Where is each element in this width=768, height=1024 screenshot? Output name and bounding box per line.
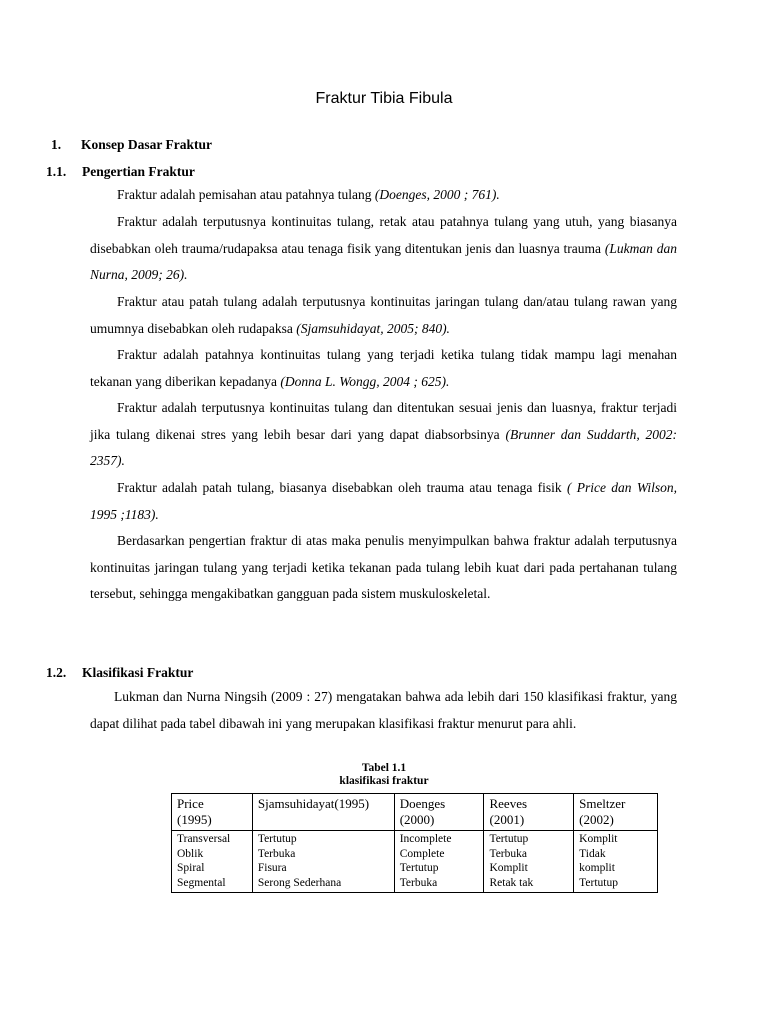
paragraph-2: Fraktur adalah terputusnya kontinuitas tulang, retak atau patahnya tulang yang utuh, yang biasanya disebabkan oleh trauma/rudapaksa atau tenaga fisik yang ditentukan jenis dan luasnya trauma (Lukman dan Nurna, 2009; 26).	[90, 214, 677, 283]
section-heading-1-1	[46, 164, 195, 180]
table-header-cell: Doenges (2000)	[394, 794, 484, 831]
paragraph-3: Fraktur atau patah tulang adalah terputusnya kontinuitas jaringan tulang dan/atau tulang rawan yang umumnya disebabkan oleh rudapaksa (Sjamsuhidayat, 2005; 840).	[90, 294, 677, 336]
paragraph-7: Berdasarkan pengertian fraktur di atas maka penulis menyimpulkan bahwa fraktur adalah terputusnya kontinuitas jaringan tulang yang terjadi ketika tekanan pada tulang lebih kuat dari pada pertahanan tulang tersebut, sehingga mengakibatkan gangguan pada sistem muskuloskeletal.	[90, 533, 677, 602]
klasifikasi-table	[171, 793, 658, 893]
table-cell: Tertutup Terbuka Komplit Retak tak	[484, 831, 574, 893]
table-cell: Incomplete Complete Tertutup Terbuka	[394, 831, 484, 893]
paragraph-5: Fraktur adalah terputusnya kontinuitas tulang dan ditentukan sesuai jenis dan luasnya, fraktur terjadi jika tulang dikenai stres yang lebih besar dari yang dapat diabsorbsinya (Brunner dan Suddarth, 2002: 2357).	[90, 400, 677, 469]
section-heading-1	[51, 137, 212, 153]
table-header-cell: Price (1995)	[172, 794, 253, 831]
table-cell: Tertutup Terbuka Fisura Serong Sederhana	[252, 831, 394, 893]
paragraph-6: Fraktur adalah patah tulang, biasanya disebabkan oleh trauma atau tenaga fisik ( Price dan Wilson, 1995 ;1183).	[90, 480, 677, 522]
paragraph-1: Fraktur adalah pemisahan atau patahnya tulang (Doenges, 2000 ; 761).	[117, 187, 500, 202]
table-row	[172, 831, 658, 893]
document-title: Fraktur Tibia Fibula	[315, 90, 453, 107]
paragraph-4: Fraktur adalah patahnya kontinuitas tulang yang terjadi ketika tulang tidak mampu lagi menahan tekanan yang diberikan kepadanya (Donna L. Wongg, 2004 ; 625).	[90, 347, 677, 389]
section-number: 1.1.	[46, 164, 67, 179]
section-title: Konsep Dasar Fraktur	[81, 137, 213, 152]
paragraph-klasifikasi: Lukman dan Nurna Ningsih (2009 : 27) mengatakan bahwa ada lebih dari 150 klasifikasi fraktur, yang dapat dilihat pada tabel dibawah ini yang merupakan klasifikasi fraktur menurut para ahli.	[90, 689, 677, 731]
table-header-cell: Smeltzer (2002)	[574, 794, 658, 831]
section-heading-1-2	[46, 665, 193, 681]
section-number: 1.	[51, 137, 62, 152]
table-header-cell: Reeves (2001)	[484, 794, 574, 831]
table-header-row	[172, 794, 658, 831]
table-cell: Komplit Tidak komplit Tertutup	[574, 831, 658, 893]
table-cell: Transversal Oblik Spiral Segmental	[172, 831, 253, 893]
table-caption-title: klasifikasi fraktur	[339, 775, 429, 787]
section-title: Klasifikasi Fraktur	[82, 665, 194, 680]
table-caption-number: Tabel 1.1	[361, 762, 407, 774]
section-number: 1.2.	[46, 665, 67, 680]
table-header-cell: Sjamsuhidayat(1995)	[252, 794, 394, 831]
section-title: Pengertian Fraktur	[82, 164, 195, 179]
